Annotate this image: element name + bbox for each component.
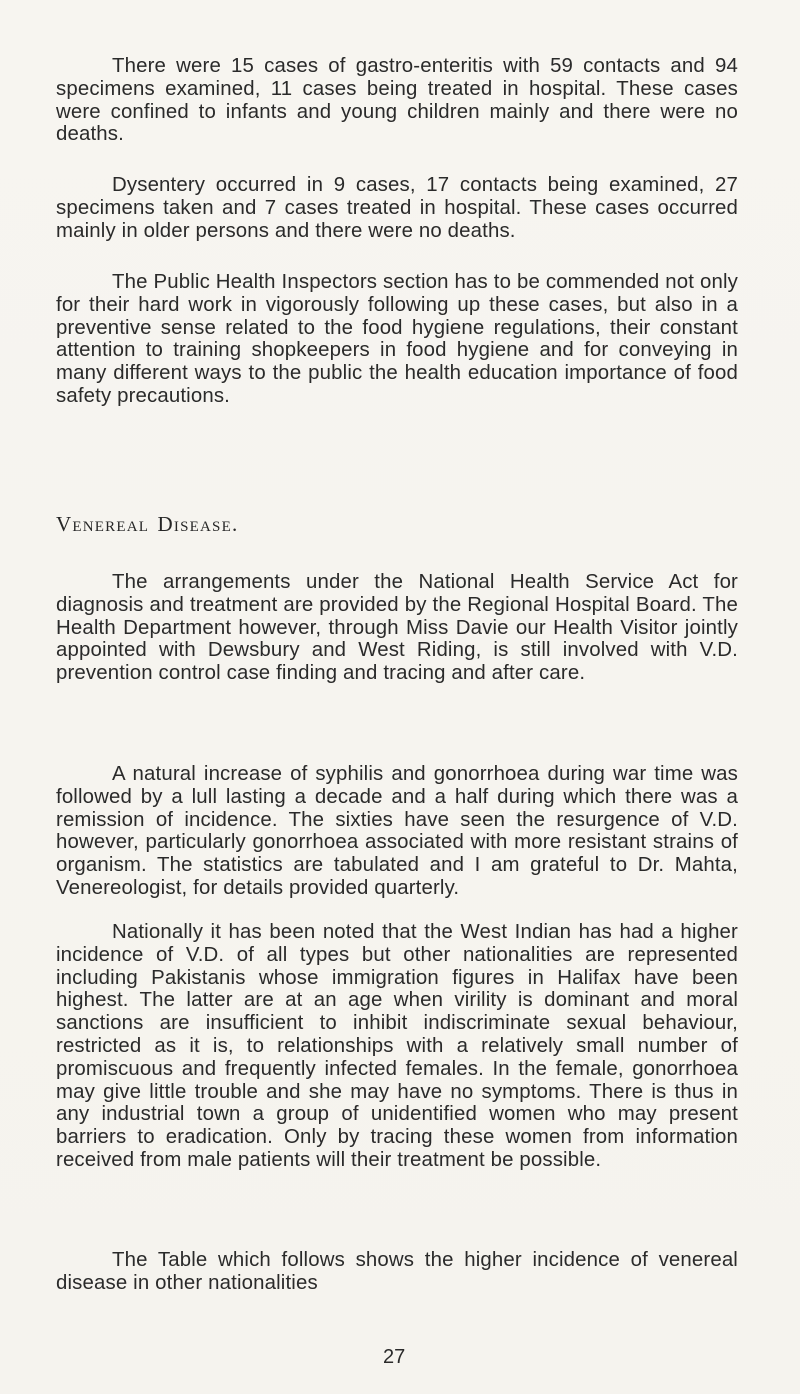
page-number: 27 [383,1346,406,1368]
section-heading-venereal-disease: Venereal Disease. [56,512,239,536]
paragraph-public-health-inspectors: The Public Health Inspectors section has to be commended not only for their hard work in vigorously following up these cases, but also in a preventive sense related to the food hygiene regulations, their constant attention to training shopkeepers in food hygiene and for conveying in many different ways to the public the health education importance of food safety precautions. [56,271,738,407]
paragraph-table-intro: The Table which follows shows the higher incidence of venereal disease in other nationalities [56,1249,738,1294]
paragraph-nationally: Nationally it has been noted that the West Indian has had a higher incidence of V.D. of all types but other nationalities are represented including Pakistanis whose immigration figures in Halifax have been highest. The latter are at an age when virility is dominant and moral sanctions are insufficient to inhibit indiscriminate sexual behaviour, restricted as it is, to relationships with a relatively small number of promiscuous and frequently infected females. In the female, gonorrhoea may give little trouble and she may have no symptoms. There is thus in any industrial town a group of unidentified women who may present barriers to eradication. Only by tracing these women from information received from male patients will their treatment be possible. [56,921,738,1171]
paragraph-gastro-enteritis: There were 15 cases of gastro-enteritis with 59 contacts and 94 specimens examined, 11 cases being treated in hospital. These cases were confined to infants and young children mainly and there were no deaths. [56,55,738,146]
paragraph-arrangements: The arrangements under the National Health Service Act for diagnosis and treatment are provided by the Regional Hospital Board. The Health Department however, through Miss Davie our Health Visitor jointly appointed with Dewsbury and West Riding, is still involved with V.D. prevention control case finding and tracing and after care. [56,571,738,685]
paragraph-natural-increase: A natural increase of syphilis and gonorrhoea during war time was followed by a lull lasting a decade and a half during which there was a remission of incidence. The sixties have seen the resurgence of V.D. however, particularly gonorrhoea associated with more resistant strains of organism. The statistics are tabulated and I am grateful to Dr. Mahta, Venereologist, for details provided quarterly. [56,763,738,899]
paragraph-dysentery: Dysentery occurred in 9 cases, 17 contacts being examined, 27 specimens taken and 7 cases treated in hospital. These cases occurred mainly in older persons and there were no deaths. [56,174,738,242]
